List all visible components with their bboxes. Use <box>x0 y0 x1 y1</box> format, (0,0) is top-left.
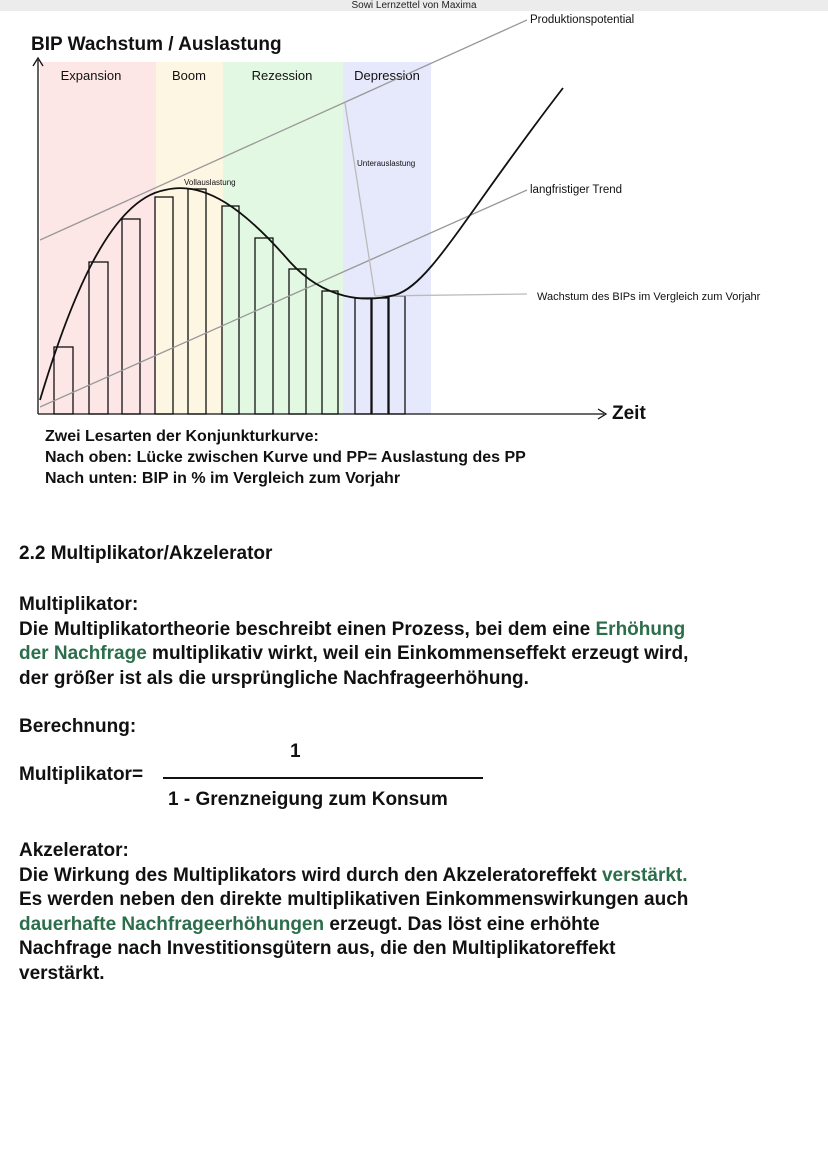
label-unterauslastung: Unterauslastung <box>357 159 416 168</box>
phase-bg-expansion <box>40 62 156 414</box>
multiplikator-text-2: multiplikativ wirkt, weil ein Einkommenseffekt erzeugt wird, <box>146 643 689 664</box>
akzelerator-line-5: verstärkt. <box>19 962 105 984</box>
formula-numerator: 1 <box>290 741 301 762</box>
phase-label-boom: Boom <box>172 68 206 83</box>
x-axis-label: Zeit <box>612 403 646 424</box>
akzelerator-highlight-1: verstärkt. <box>601 864 688 886</box>
phase-label-expansion: Expansion <box>60 68 122 83</box>
readings-block <box>45 426 526 489</box>
readings-line-3: Nach unten: BIP in % im Vergleich zum Vorjahr <box>45 470 401 487</box>
multiplikator-line-2 <box>19 642 688 667</box>
fraction-line <box>163 777 483 779</box>
multiplikator-block <box>19 593 688 691</box>
berechnung-heading: Berechnung: <box>19 716 137 737</box>
label-produktionspotential: Produktionspotential <box>530 14 635 26</box>
phase-label-rezession: Rezession <box>251 68 313 83</box>
phase-label-depression: Depression <box>354 68 420 83</box>
formula-denominator: 1 - Grenzneigung zum Konsum <box>168 789 448 810</box>
akzelerator-heading: Akzelerator: <box>19 840 129 861</box>
akzelerator-line-2: Es werden neben den direkte multiplikativen Einkommenswirkungen auch <box>19 889 689 910</box>
akzelerator-text-3: erzeugt. Das löst eine erhöhte <box>324 913 600 935</box>
formula-label: Multiplikator= <box>19 764 144 785</box>
multiplikator-text-1: Die Multiplikatortheorie beschreibt einen Prozess, bei dem eine <box>19 618 596 640</box>
section-heading: 2.2 Multiplikator/Akzelerator <box>19 543 273 564</box>
phase-bg-boom <box>156 62 223 414</box>
multiplikator-line-1 <box>19 618 688 643</box>
akzelerator-line-4: Nachfrage nach Investitionsgütern aus, die den Multiplikatoreffekt <box>19 938 616 959</box>
akzelerator-highlight-2: dauerhafte Nachfrageerhöhungen <box>19 913 325 935</box>
business-cycle-diagram <box>0 0 828 430</box>
akzelerator-text-1: Die Wirkung des Multiplikators wird durch den Akzeleratoreffekt <box>19 864 602 886</box>
multiplikator-highlight-1b: der Nachfrage <box>19 643 147 664</box>
multiplikator-heading: Multiplikator: <box>19 594 139 615</box>
readings-line-1: Zwei Lesarten der Konjunkturkurve: <box>45 428 319 445</box>
akzelerator-line-3 <box>19 913 688 938</box>
diagram-title: BIP Wachstum / Auslastung <box>31 34 282 55</box>
akzelerator-line-1 <box>19 864 688 889</box>
multiplikator-line-3: der größer ist als die ursprüngliche Nachfrageerhöhung. <box>19 667 529 689</box>
phase-bg-rezession <box>223 62 343 414</box>
label-trend: langfristiger Trend <box>530 184 623 196</box>
label-wachstum: Wachstum des BIPs im Vergleich zum Vorjahr <box>537 291 761 303</box>
readings-line-2: Nach oben: Lücke zwischen Kurve und PP= Auslastung des PP <box>45 449 526 466</box>
header-title: Sowi Lernzettel von Maxima <box>351 0 477 11</box>
label-vollauslastung: Vollauslastung <box>184 178 236 187</box>
akzelerator-block <box>19 839 688 986</box>
multiplikator-highlight-1a: Erhöhung <box>595 618 686 640</box>
